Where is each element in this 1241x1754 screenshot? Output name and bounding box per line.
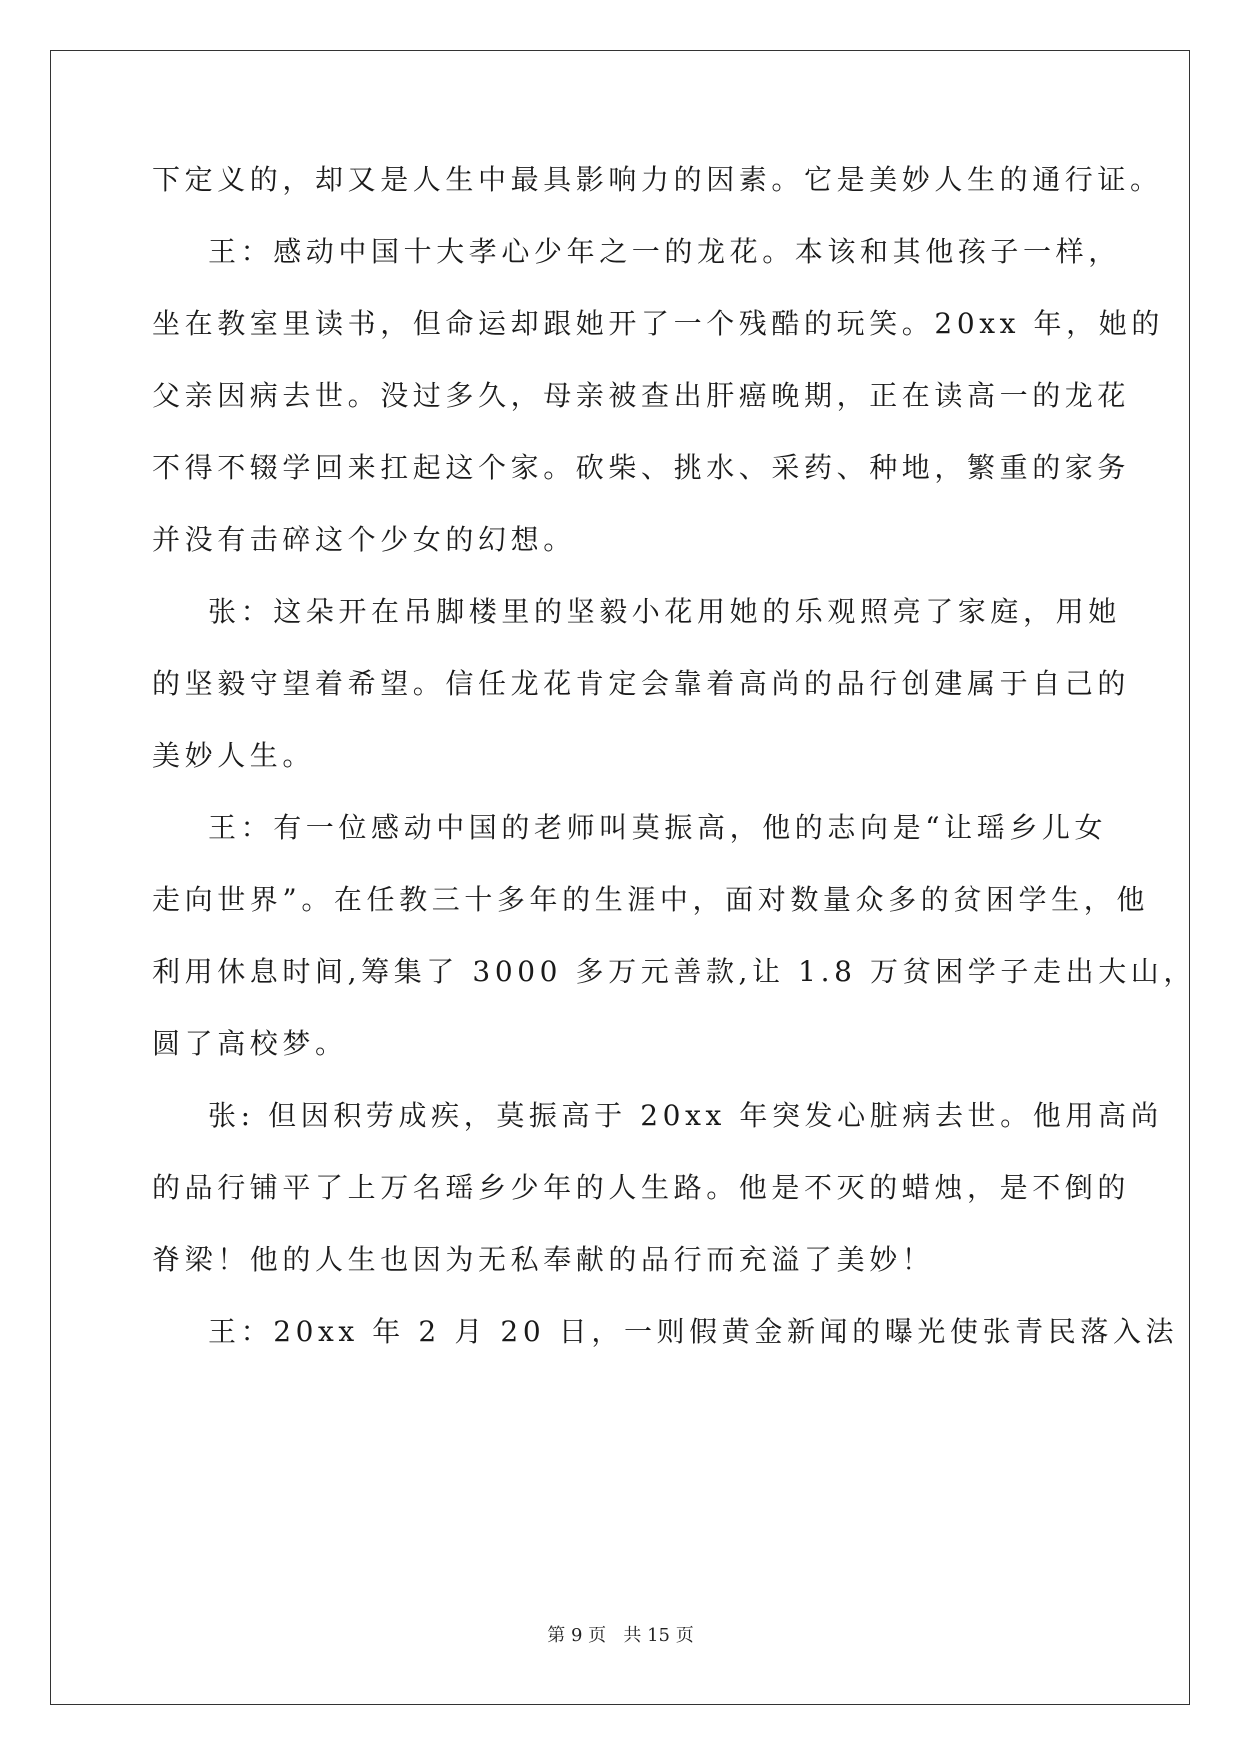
text-line-14: 张: 但因积劳成疾，莫振高于 20xx 年突发心脏病去世。他用高尚	[208, 1099, 1164, 1132]
text-line-3: 坐在教室里读书，但命运却跟她开了一个残酷的玩笑。20xx 年，她的	[152, 307, 1164, 340]
text-line-5: 不得不辍学回来扛起这个家。砍柴、挑水、采药、种地，繁重的家务	[152, 451, 1131, 484]
text-line-1: 下定义的，却又是人生中最具影响力的因素。它是美妙人生的通行证。	[152, 163, 1163, 196]
text-line-9: 美妙人生。	[152, 739, 316, 772]
text-line-8: 的坚毅守望着希望。信任龙花肯定会靠着高尚的品行创建属于自己的	[152, 667, 1131, 700]
text-line-17: 王：20xx 年 2 月 20 日，一则假黄金新闻的曝光使张青民落入法	[208, 1315, 1179, 1348]
text-line-4: 父亲因病去世。没过多久，母亲被查出肝癌晚期，正在读高一的龙花	[152, 379, 1131, 412]
page-border	[50, 50, 1190, 1705]
text-line-10: 王：有一位感动中国的老师叫莫振高，他的志向是“让瑶乡儿女	[208, 811, 1108, 844]
text-line-15: 的品行铺平了上万名瑶乡少年的人生路。他是不灭的蜡烛，是不倒的	[152, 1171, 1131, 1204]
text-line-11: 走向世界”。在任教三十多年的生涯中，面对数量众多的贫困学生，他	[152, 883, 1149, 916]
text-line-12: 利用休息时间,筹集了 3000 多万元善款,让 1.8 万贫困学子走出大山，	[152, 955, 1196, 988]
text-line-16: 脊梁！他的人生也因为无私奉献的品行而充溢了美妙！	[152, 1243, 935, 1276]
text-line-13: 圆了高校梦。	[152, 1027, 348, 1060]
text-line-2: 王：感动中国十大孝心少年之一的龙花。本该和其他孩子一样，	[208, 235, 1121, 268]
page-footer	[0, 1624, 1241, 1648]
text-line-6: 并没有击碎这个少女的幻想。	[152, 523, 576, 556]
page-number: 第 9 页 共 15 页	[547, 1625, 694, 1646]
text-line-7: 张：这朵开在吊脚楼里的坚毅小花用她的乐观照亮了家庭，用她	[208, 595, 1121, 628]
